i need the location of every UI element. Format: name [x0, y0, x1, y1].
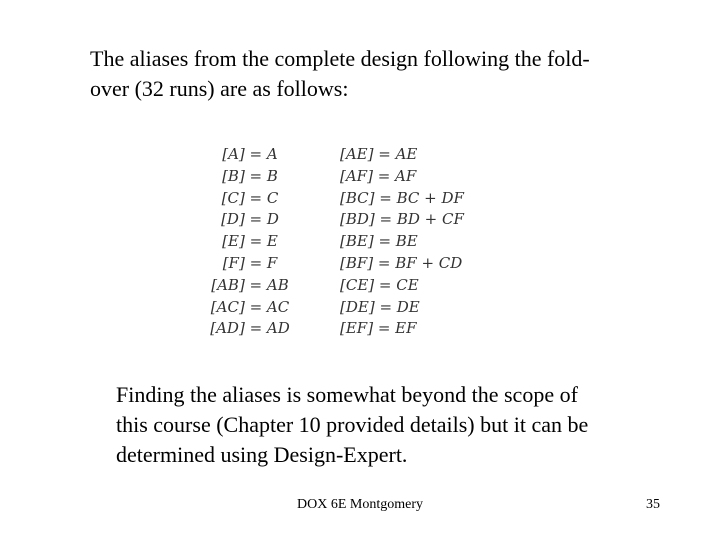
alias-row: [D] = D	[221, 210, 279, 229]
alias-row: [F] = F	[222, 253, 278, 272]
alias-row: [E] = E	[222, 232, 278, 251]
footer-text: DOX 6E Montgomery	[297, 497, 423, 512]
alias-row: [DE] = DE	[340, 297, 420, 316]
intro-line-1: The aliases from the complete design following the fold-	[90, 46, 590, 71]
alias-row: [AE] = AE	[340, 145, 418, 163]
alias-row: [BE] = BE	[340, 232, 418, 251]
intro-line-2: over (32 runs) are as follows:	[90, 76, 349, 101]
alias-row: [AF] = AF	[340, 166, 417, 185]
page-number: 35	[646, 497, 660, 512]
alias-row: [AB] = AB	[211, 275, 289, 294]
alias-row: [AC] = AC	[210, 297, 290, 316]
alias-list-right	[340, 144, 480, 340]
alias-row: [EF] = EF	[340, 319, 417, 338]
intro-text	[90, 44, 650, 104]
alias-row: [BD] = BD + CF	[340, 210, 464, 229]
closing-line-1: Finding the aliases is somewhat beyond the scope of	[116, 382, 578, 407]
alias-list-left	[205, 144, 295, 340]
alias-row: [AD] = AD	[210, 319, 290, 338]
alias-row: [CE] = CE	[340, 275, 419, 294]
alias-row: [B] = B	[222, 166, 278, 185]
closing-line-2: this course (Chapter 10 provided details) but it can be	[116, 412, 589, 437]
closing-text	[116, 380, 676, 470]
alias-row: [BF] = BF + CD	[340, 253, 463, 272]
alias-row: [C] = C	[221, 188, 279, 207]
alias-row: [A] = A	[222, 145, 278, 163]
closing-line-3: determined using Design-Expert.	[116, 442, 408, 467]
alias-row: [BC] = BC + DF	[340, 188, 464, 207]
